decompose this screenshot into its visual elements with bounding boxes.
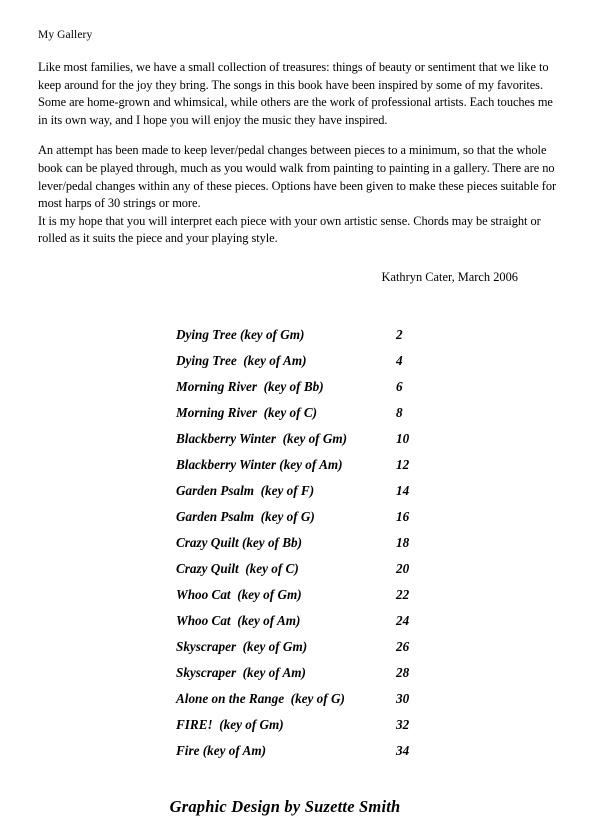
introduction-text [38,59,562,248]
design-credit: Graphic Design by Suzette Smith [169,797,401,817]
list-item [176,457,562,483]
list-item [176,639,562,665]
toc-page-number: 6 [396,379,403,395]
list-item [176,431,562,457]
toc-title: Fire (key of Am) [176,743,266,759]
toc-title: Blackberry Winter (key of Gm) [176,431,348,447]
toc-title: Crazy Quilt (key of Bb) [176,535,303,551]
toc-page-number: 8 [396,405,403,421]
toc-title: Garden Psalm (key of G) [176,509,315,525]
toc-page-number: 30 [396,691,410,707]
list-item [176,327,562,353]
list-item [176,691,562,717]
toc-title: Morning River (key of C) [176,405,318,421]
toc-title: Skyscraper (key of Am) [176,665,306,681]
toc-page-number: 4 [396,353,403,369]
toc-title: FIRE! (key of Gm) [176,717,284,733]
page-title: My Gallery [38,29,93,41]
toc-page-number: 16 [396,509,410,525]
list-item [176,743,562,769]
list-item [176,379,562,405]
toc-page-number: 24 [396,613,410,629]
toc-title: Garden Psalm (key of F) [176,483,315,499]
intro-paragraph-3: It is my hope that you will interpret each piece with your own artistic sense. Chords may be straight or rolled as it suits the piece and your playing style. [38,213,541,246]
toc-title: Blackberry Winter (key of Am) [176,457,343,473]
toc-page-number: 26 [396,639,410,655]
list-item [176,717,562,743]
toc-title: Dying Tree (key of Am) [176,353,307,369]
list-item [176,665,562,691]
author-signature: Kathryn Cater, March 2006 [381,270,518,285]
toc-title: Dying Tree (key of Gm) [176,327,305,343]
toc-title: Morning River (key of Bb) [176,379,324,395]
intro-paragraph-1: Like most families, we have a small collection of treasures: things of beauty or sentiment that we like to keep around for the joy they bring. The songs in this book have been inspired by some of my favorites. Some are home-grown and whimsical, while others are the work of professional artists. Each touches me in its own way, and I hope you will enjoy the music they have inspired. [38,59,553,127]
toc-page-number: 10 [396,431,410,447]
toc-page-number: 22 [396,587,410,603]
toc-page-number: 20 [396,561,410,577]
intro-paragraph-2: An attempt has been made to keep lever/pedal changes between pieces to a minimum, so that the whole book can be played through, much as you would walk from painting to painting in a gallery. There are no lever/pedal changes within any of these pieces. Options have been given to make these pieces suitable for most harps of 30 strings or more. [38,143,557,211]
list-item [176,613,562,639]
table-of-contents [38,327,562,769]
toc-title: Skyscraper (key of Gm) [176,639,308,655]
toc-title: Whoo Cat (key of Gm) [176,587,302,603]
toc-page-number: 18 [396,535,410,551]
toc-page-number: 34 [396,743,410,759]
toc-title: Alone on the Range (key of G) [176,691,345,707]
list-item [176,483,562,509]
list-item [176,535,562,561]
list-item [176,587,562,613]
list-item [176,353,562,379]
toc-page-number: 2 [396,327,403,343]
toc-page-number: 12 [396,457,410,473]
toc-page-number: 32 [396,717,410,733]
toc-title: Crazy Quilt (key of C) [176,561,299,577]
toc-page-number: 28 [396,665,410,681]
list-item [176,561,562,587]
list-item [176,405,562,431]
toc-title: Whoo Cat (key of Am) [176,613,301,629]
toc-page-number: 14 [396,483,410,499]
list-item [176,509,562,535]
